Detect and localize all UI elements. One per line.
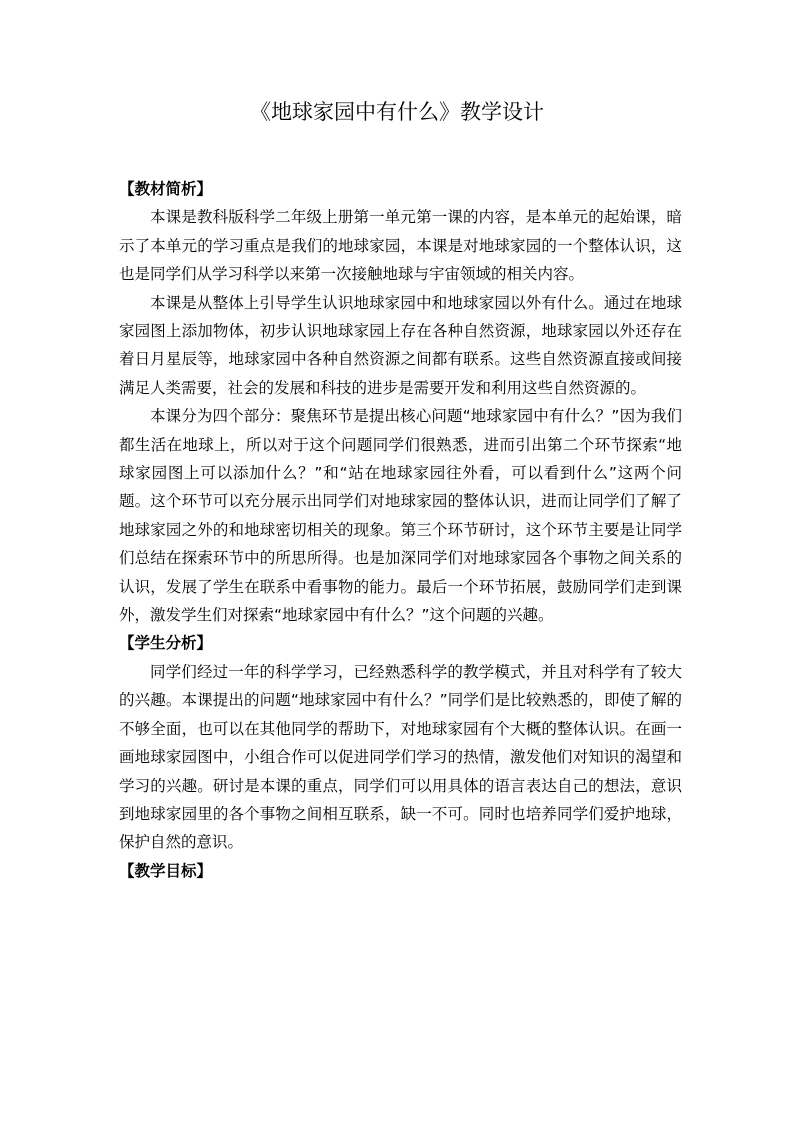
section-heading: 【教材简析】 xyxy=(119,180,213,198)
section-textbook-analysis xyxy=(119,175,682,629)
document-body xyxy=(119,175,682,885)
document-title: 《地球家园中有什么》教学设计 xyxy=(250,100,544,124)
paragraph: 本课是教科版科学二年级上册第一单元第一课的内容，是本单元的起始课，暗示了本单元的学习重点是我们的地球家园，本课是对地球家园的一个整体认识，这也是同学们从学习科学以来第一次接触地球与宇宙领域的相关内容。 xyxy=(119,208,682,284)
paragraph: 本课是从整体上引导学生认识地球家园中和地球家园以外有什么。通过在地球家园图上添加物体，初步认识地球家园上存在各种自然资源，地球家园以外还存在着日月星辰等，地球家园中各种自然资源之间都有联系。这些自然资源直接或间接满足人类需要，社会的发展和科技的进步是需要开发和利用这些自然资源的。 xyxy=(119,293,682,397)
paragraph: 本课分为四个部分：聚焦环节是提出核心问题“地球家园中有什么？”因为我们都生活在地球上，所以对于这个问题同学们很熟悉，进而引出第二个环节探索“地球家园图上可以添加什么？”和“站在地球家园往外看，可以看到什么”这两个问题。这个环节可以充分展示出同学们对地球家园的整体认识，进而让同学们了解了地球家园之外的和地球密切相关的现象。第三个环节研讨，这个环节主要是让同学们总结在探索环节中的所思所得。也是加深同学们对地球家园各个事物之间关系的认识，发展了学生在联系中看事物的能力。最后一个环节拓展，鼓励同学们走到课外，激发学生们对探索“地球家园中有什么？”这个问题的兴趣。 xyxy=(119,407,682,625)
section-heading: 【教学目标】 xyxy=(119,861,213,880)
section-student-analysis xyxy=(119,629,682,856)
section-heading: 【学生分析】 xyxy=(119,634,213,653)
paragraph: 同学们经过一年的科学学习，已经熟悉科学的教学模式，并且对科学有了较大的兴趣。本课提出的问题“地球家园中有什么？”同学们是比较熟悉的，即使了解的不够全面，也可以在其他同学的帮助下，对地球家园有个大概的整体认识。在画一画地球家园图中，小组合作可以促进同学们学习的热情，激发他们对知识的渴望和学习的兴趣。研讨是本课的重点，同学们可以用具体的语言表达自己的想法，意识到地球家园里的各个事物之间相互联系，缺一不可。同时也培养同学们爱护地球，保护自然的意识。 xyxy=(119,662,682,852)
section-teaching-objectives xyxy=(119,857,682,885)
